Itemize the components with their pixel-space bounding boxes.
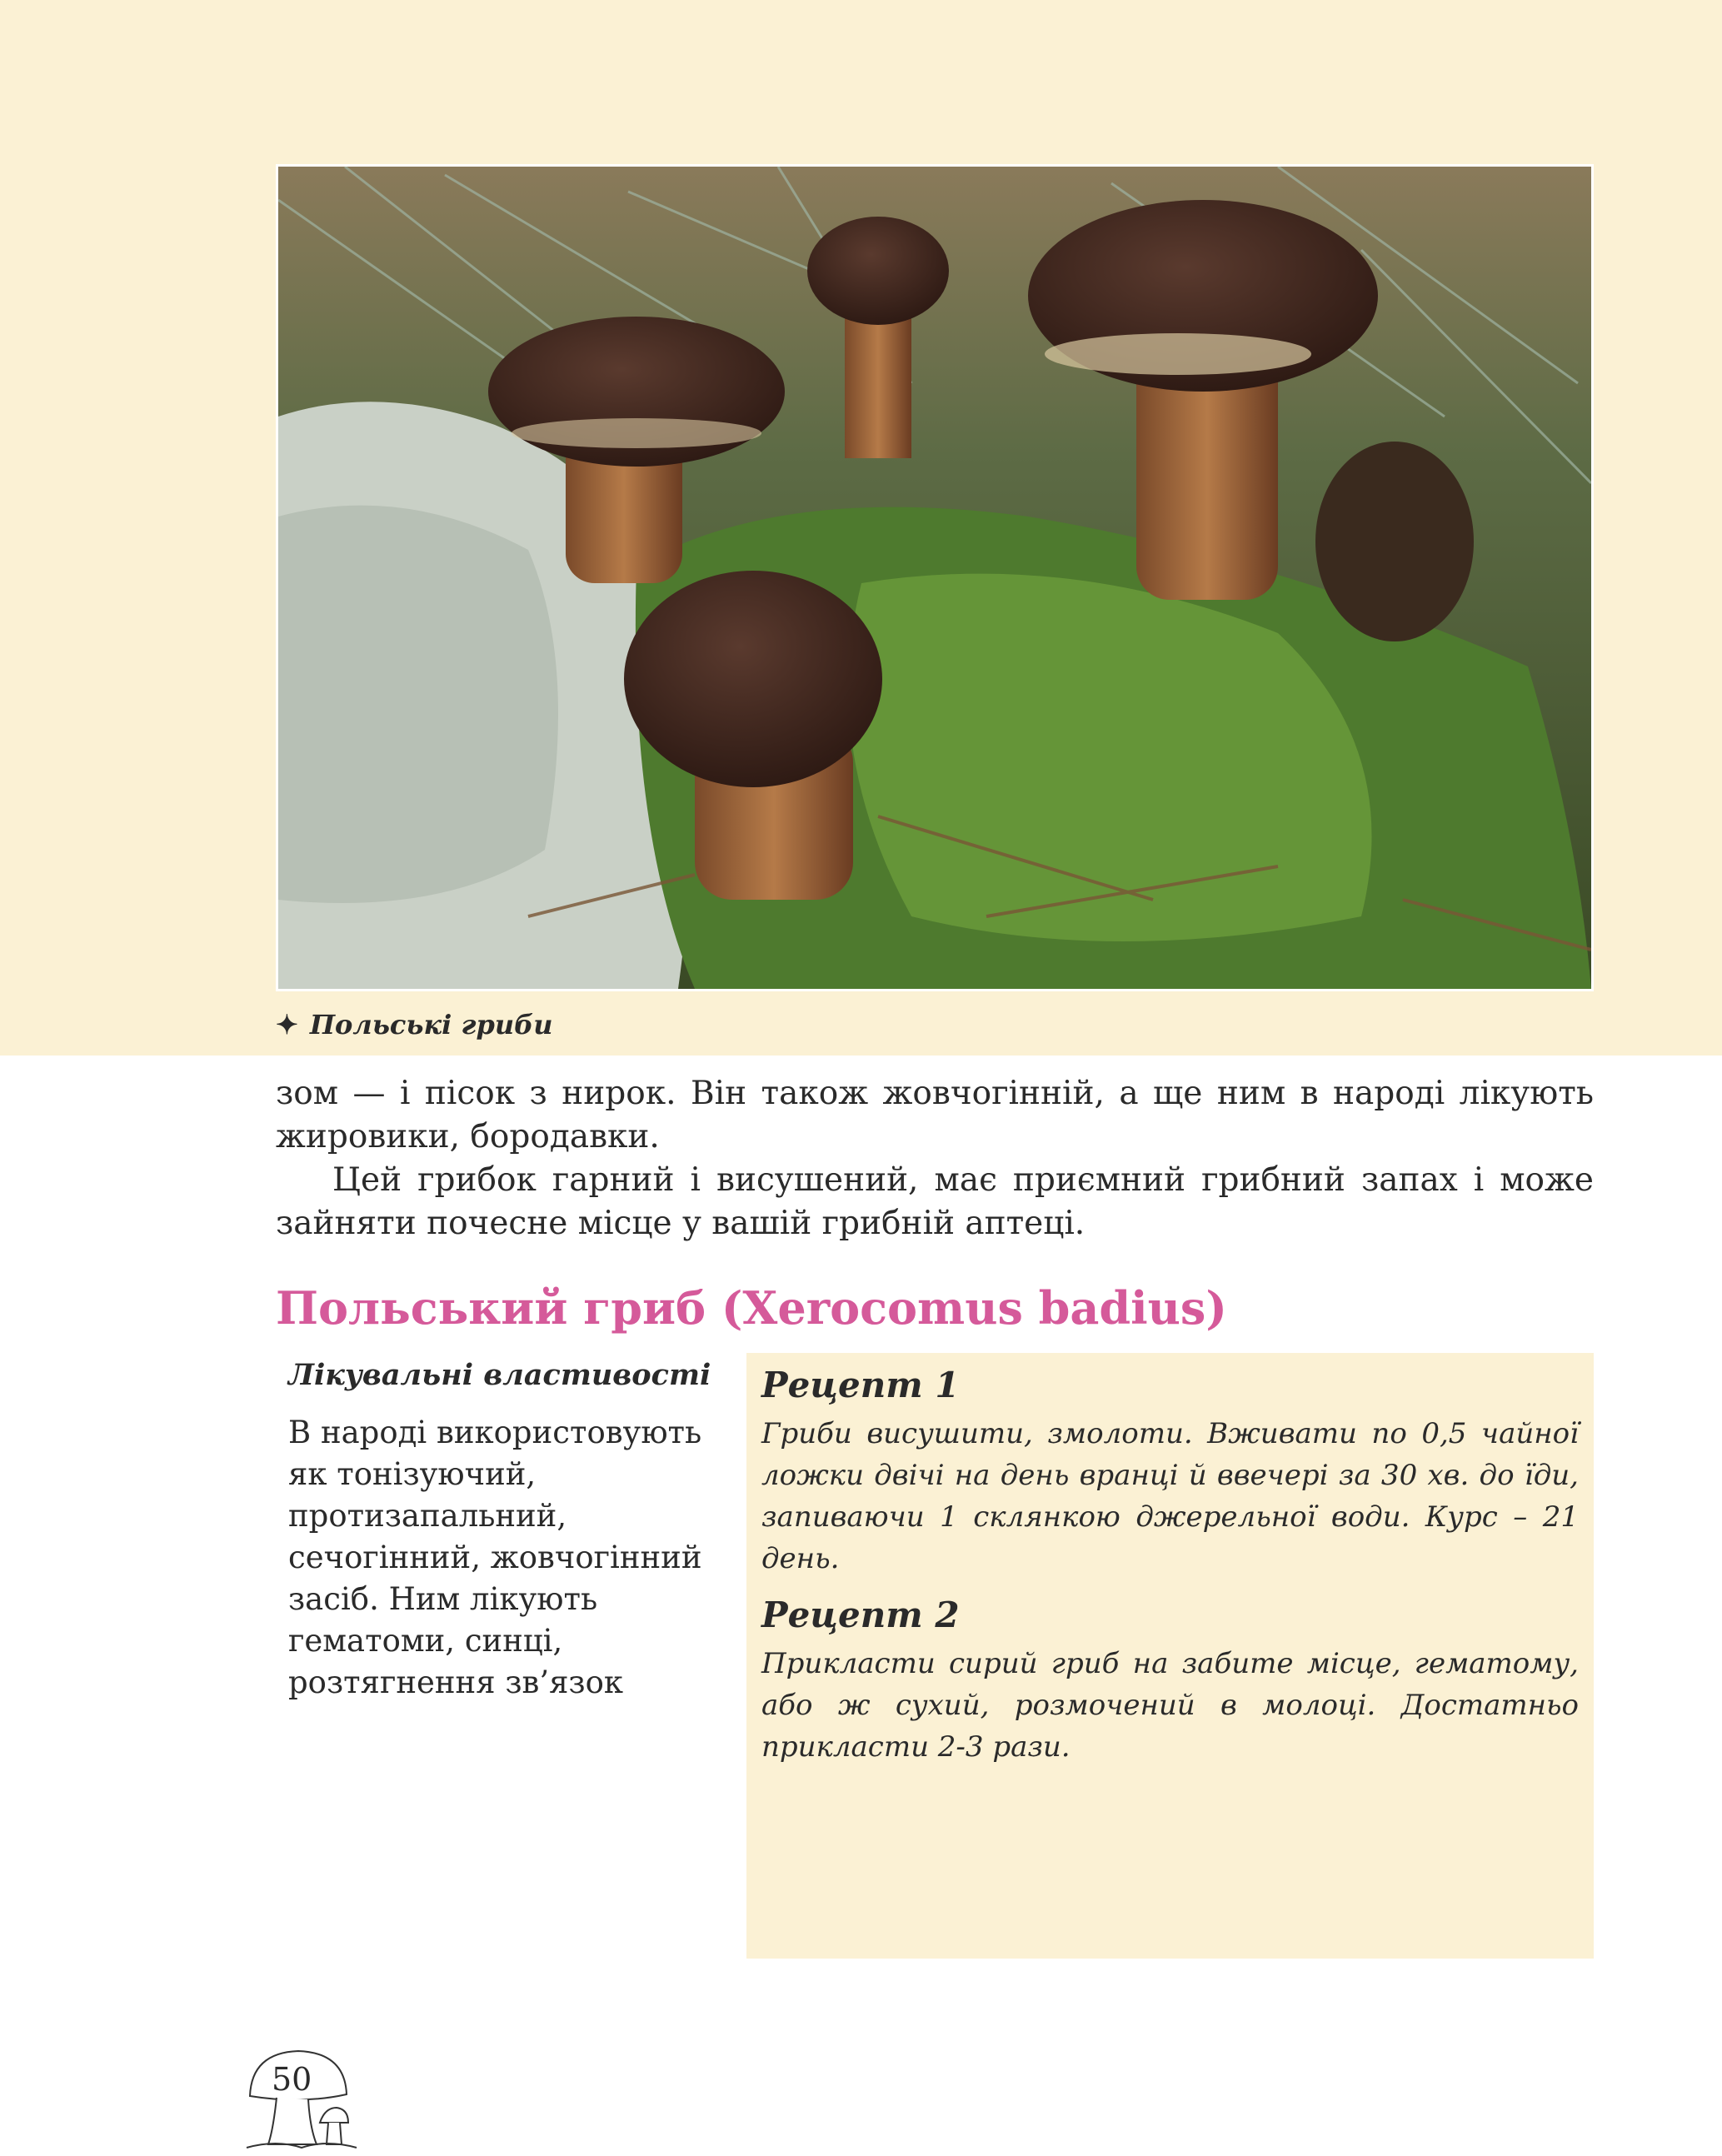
section-heading: Польський гриб (Xerocomus badius) [276,1281,1227,1335]
body-text [276,1072,1594,1245]
recipe-1-text: Гриби висушити, змолоти. Вживати по 0,5 чайної ложки двічі на день вранці й ввечері за 30 хв. до їди, запиваючи 1 склянкою джерельної води. Курс – 21 день. [761,1417,1579,1575]
mushroom-photo-icon [278,167,1591,989]
recipe-2-text: Прикласти сирий гриб на забите місце, гематому, або ж сухий, розмочений в молоці. Достатньо прикласти 2-3 рази. [761,1647,1579,1764]
recipe-2-title: Рецепт 2 [761,1595,960,1635]
recipe-1-title: Рецепт 1 [761,1365,960,1405]
body-paragraph-1: зом — і пісок з нирок. Він також жовчогінній, а ще ним в народі лікують жировики, бородавки. [276,1075,1594,1155]
page-number-badge [243,2046,360,2153]
properties-title: Лікувальні властивості [288,1358,711,1392]
photo-caption [276,1006,552,1043]
properties-text: В народі використовують як тонізуючий, протизапальний, сечогінний, жовчогінний засіб. Ним лікують гематоми, синці, розтягнення зв’язок [288,1415,702,1700]
recipes-box [746,1353,1594,1959]
body-paragraph-2: Цей грибок гарний і висушений, має приємний грибний запах і може зайняти почесне місце у вашій грибній аптеці. [276,1161,1594,1242]
mushroom-photo [276,164,1594,991]
caption-text: Польські гриби [309,1009,553,1041]
page-number: 50 [272,2061,312,2098]
properties-column [288,1358,713,1704]
caption-bullet-icon: ✦ [276,1009,298,1041]
